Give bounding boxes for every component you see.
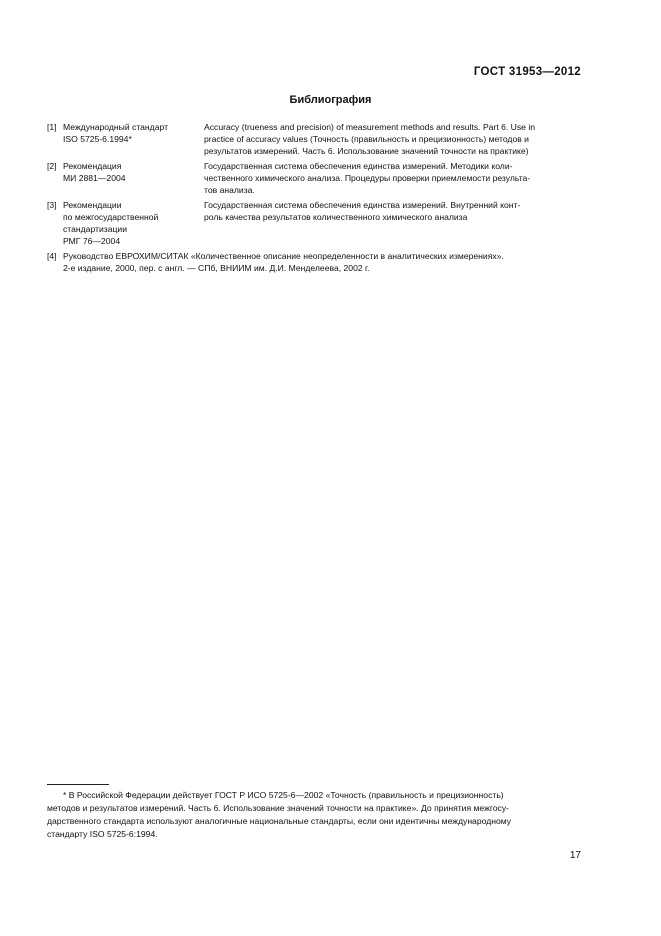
entry-doc-id: РМГ 76—2004 bbox=[63, 236, 121, 246]
entry-text-line: 2-е издание, 2000, пер. с англ. — СПб, ВНИИМ им. Д.И. Менделеева, 2002 г. bbox=[63, 263, 370, 273]
bibliography-title: Библиография bbox=[289, 94, 372, 106]
page-number: 17 bbox=[569, 850, 581, 861]
entry-title-line: чественного химического анализа. Процедуры проверки приемлемости результа- bbox=[204, 173, 531, 183]
entry-doc-type-cont: стандартизации bbox=[63, 224, 128, 234]
entry-title-line: Accuracy (trueness and precision) of measurement methods and results. Part 6. Use in bbox=[204, 122, 536, 132]
entry-doc-type: Международный стандарт bbox=[63, 122, 169, 132]
entry-title-line: роль качества результатов количественного химического анализа bbox=[204, 212, 468, 222]
entry-title-line: результатов измерений. Часть 6. Использование значений точности на практике) bbox=[204, 146, 529, 156]
footnote-separator bbox=[47, 784, 109, 785]
entry-doc-id: ISO 5725-6.1994* bbox=[63, 134, 132, 144]
footnote bbox=[47, 789, 582, 841]
footnote-line: методов и результатов измерений. Часть 6. Использование значений точности на практике». До принятия межгосу- bbox=[47, 803, 510, 813]
entry-title-line: Государственная система обеспечения единства измерений. Внутренний конт- bbox=[204, 200, 521, 210]
bibliography-entry-3 bbox=[47, 199, 582, 247]
entry-doc-type-cont: по межгосударственной bbox=[63, 212, 159, 222]
entry-number: [1] bbox=[47, 122, 57, 132]
entry-text-line: Руководство ЕВРОХИМ/СИТАК «Количественное описание неопределенности в аналитических измерениях». bbox=[63, 251, 504, 261]
entry-title-line: Государственная система обеспечения единства измерений. Методики коли- bbox=[204, 161, 513, 171]
footnote-line: стандарту ISO 5725-6:1994. bbox=[47, 829, 158, 839]
bibliography-list bbox=[47, 121, 582, 274]
entry-doc-id: МИ 2881—2004 bbox=[63, 173, 126, 183]
entry-number: [3] bbox=[47, 200, 57, 210]
footnote-line: * В Российской Федерации действует ГОСТ Р ИСО 5725-6—2002 «Точность (правильность и прецизионность) bbox=[63, 790, 504, 800]
entry-title-line: тов анализа. bbox=[204, 185, 255, 195]
entry-number: [4] bbox=[47, 251, 57, 261]
entry-number: [2] bbox=[47, 161, 57, 171]
entry-title-line: practice of accuracy values (Точность (правильность и прецизионность) методов и bbox=[204, 134, 529, 144]
standard-designation: ГОСТ 31953—2012 bbox=[473, 66, 581, 78]
footnote-line: дарственного стандарта используют аналогичные национальные стандарты, если они идентичны международному bbox=[47, 816, 512, 826]
bibliography-entry-4 bbox=[47, 250, 582, 274]
entry-doc-type: Рекомендации bbox=[63, 200, 122, 210]
bibliography-entry-1 bbox=[47, 121, 582, 157]
bibliography-entry-2 bbox=[47, 160, 582, 196]
entry-doc-type: Рекомендация bbox=[63, 161, 122, 171]
